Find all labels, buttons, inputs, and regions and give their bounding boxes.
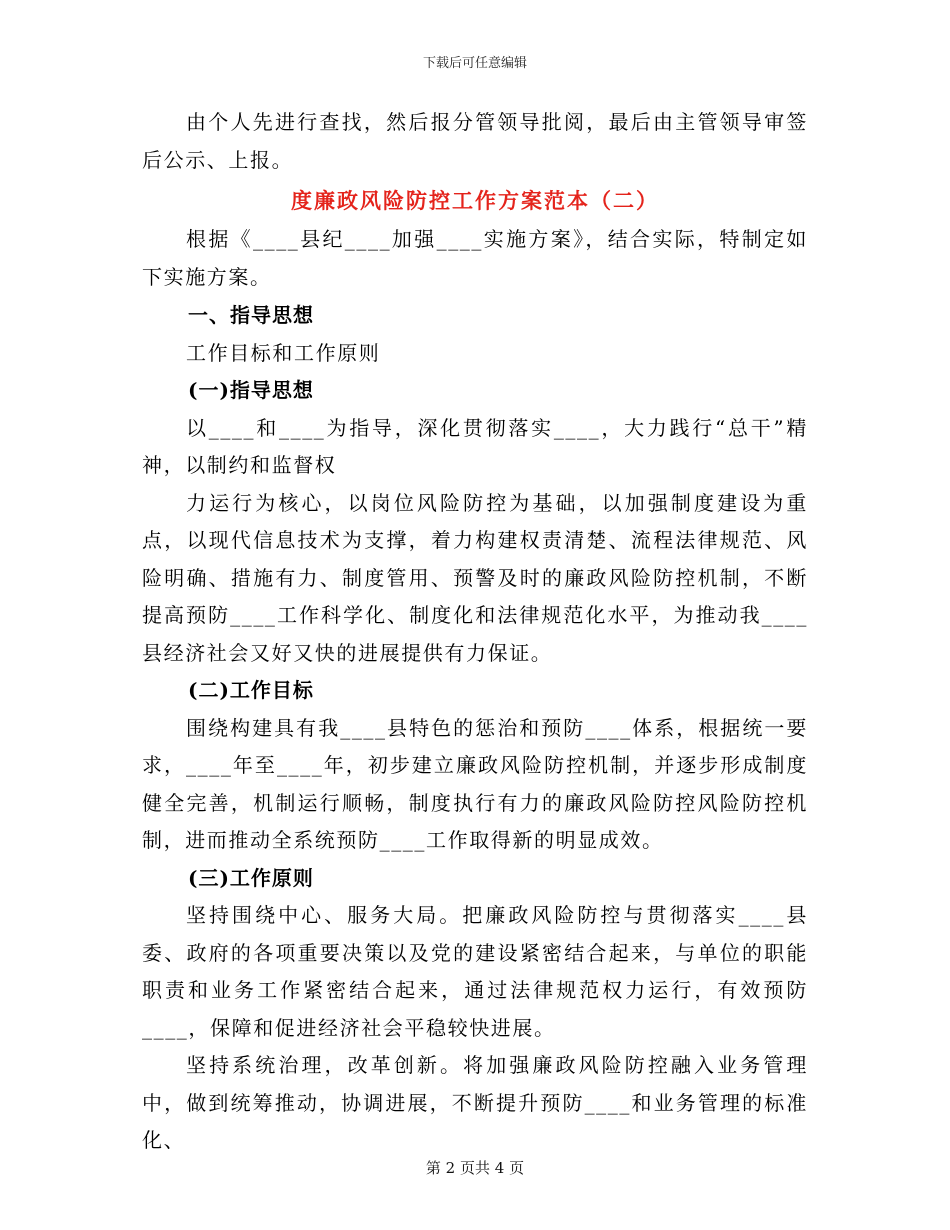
section-heading-work-principles: (三)工作原则 [188,865,314,890]
page-header-note: 下载后可任意编辑 [422,56,527,71]
paragraph-4: 以____和____为指导，深化贯彻落实____，大力践行“总干”精神，以制约和监督权 [142,415,808,477]
paragraph-5: 力运行为核心，以岗位风险防控为基础，以加强制度建设为重点，以现代信息技术为支撑，着力构建权责清楚、流程法律规范、风险明确、措施有力、制度管用、预警及时的廉政风险防控机制，不断提高预防____工作科学化、制度化和法律规范化水平，为推动我____县经济社会又好又快的进展提供有力保证。 [142,490,808,665]
paragraph-3: 工作目标和工作原则 [186,340,381,365]
section-heading-work-goals: (二)工作目标 [188,678,314,702]
document-title: 度廉政风险防控工作方案范本（二） [291,188,659,213]
paragraph-6: 围绕构建具有我____县特色的惩治和预防____体系，根据统一要求，____年至____年，初步建立廉政风险防控机制，并逐步形成制度健全完善，机制运行顺畅，制度执行有力的廉政风险防控风险防控机制，进而推动全系统预防____工作取得新的明显成效。 [142,715,808,852]
paragraph-7: 坚持围绕中心、服务大局。把廉政风险防控与贯彻落实____县委、政府的各项重要决策以及党的建设紧密结合起来，与单位的职能职责和业务工作紧密结合起来，通过法律规范权力运行，有效预防____，保障和促进经济社会平稳较快进展。 [142,903,808,1040]
section-heading-1: 一、指导思想 [188,303,314,327]
paragraph-8: 坚持系统治理，改革创新。将加强廉政风险防控融入业务管理中，做到统筹推动，协调进展，不断提升预防____和业务管理的标准化、 [142,1053,808,1152]
paragraph-1: 由个人先进行查找，然后报分管领导批阅，最后由主管领导审签后公示、上报。 [142,110,808,172]
page-number: 第 2 页共 4 页 [425,1159,525,1177]
paragraph-2: 根据《____县纪____加强____实施方案》，结合实际，特制定如下实施方案。 [142,227,808,289]
section-heading-guiding-ideology: (一)指导思想 [188,378,314,402]
document-body [142,104,808,1160]
